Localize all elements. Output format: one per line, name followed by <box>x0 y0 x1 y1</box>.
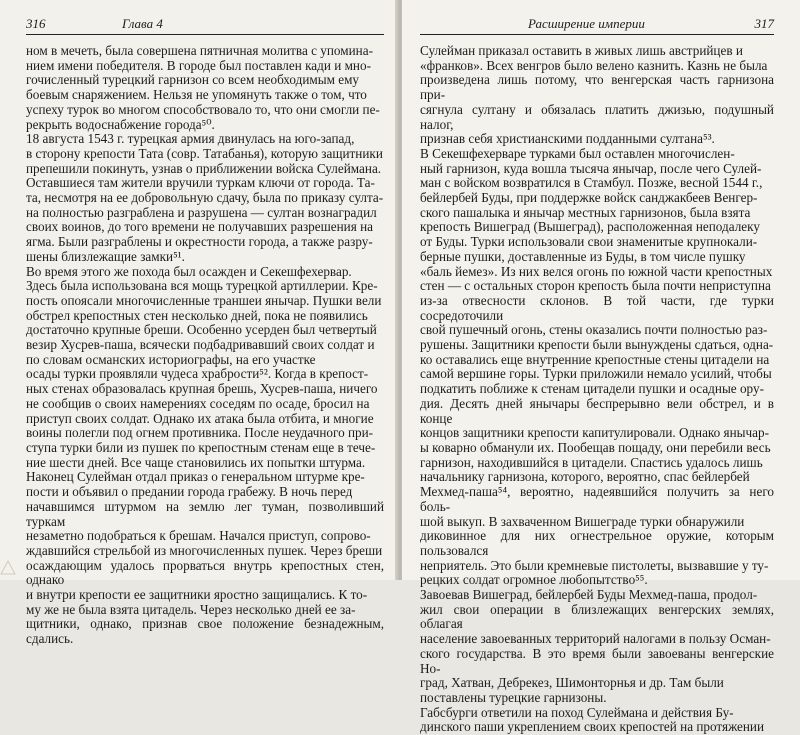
paragraph: В Секешфехерваре турками был оставлен многочислен- ный гарнизон, куда вошла тысяча янычар, после чего Сулей- ман с войском возвратился в Стамбул. Позже, весной 1544 г., бейлербей Буды, при поддержке войск санджакбеев Венгер- ского пашалыка и янычар местных гарнизонов, была взята крепость Вишеград (Вышеград), расположенная неподалеку от Буды. Турки использовали свои знаменитые крупнокали- берные пушки, доставленные из Буды, в том числе пушку «баль йемез». Из них велся огонь по южной части крепостных стен — с остальных сторон крепость была почти неприступна из-за отвесности склонов. В той части, где турки сосредоточили свой пушечный огонь, стены оказались почти полностью раз- рушены. Защитники крепости были вынуждены сдаться, одна- ко оставались еще внутренние крепостные стены цитадели на самой вершине горы. Турки приложили немало усилий, чтобы подкатить поближе к стенам цитадели пушки и осадные ору- дия. Десять дней янычары беспрерывно вели обстрел, и в конце концов защитники крепости капитулировали. Однако янычар- ы коварно обманули их. Пообещав пощаду, они перебили весь гарнизон, находившийся в цитадели. Спастись удалось лишь начальнику гарнизона, которого, вероятно, спас бейлербей Мехмед-паша⁵⁴, вероятно, надеявшийся получить за него боль- шой выкуп. В захваченном Вишеграде турки обнаружили диковинное для них огнестрельное оружие, которым пользовался неприятель. Это были кремневые пистолеты, вызвавшие у ту- рецких солдат огромное любопытство⁵⁵. <box>420 145 774 588</box>
paragraph: Габсбурги ответили на поход Сулеймана и действия Бу- динского паши укреплением своих крепостей на протяжении <box>420 704 765 735</box>
page-number-left: 316 <box>26 16 46 31</box>
right-page <box>402 0 800 735</box>
running-head-right: Расширение империи <box>528 16 645 31</box>
left-page-header <box>26 14 384 36</box>
running-head-left: Глава 4 <box>122 16 163 31</box>
paragraph: 18 августа 1543 г. турецкая армия двинулась на юго-запад, в сторону крепости Тата (совр. Татабанья), которую защитники препешили покинуть, узнав о приближении войска Сулеймана. Оставшиеся там жители вручили туркам ключи от города. Та- та, несмотря на ее добровольную сдачу, была по приказу султа- на полностью разграблена и разрушена — султан вознаградил своих воинов, до того времени не получавших разрешения на ягма. Были разграблены и окрестности города, а также разру- шены близлежащие замки⁵¹. <box>26 131 384 264</box>
page-corner-mark-icon <box>0 560 16 576</box>
header-rule-left <box>26 34 384 35</box>
paragraph: Сулейман приказал оставить в живых лишь австрийцев и «франков». Всех венгров было велено казнить. Казнь не была произведена лишь потому, что венгерская часть гарнизона при- сягнула султану и обязалась платить джизью, подушный налог, признав себя христианскими подданными султана⁵³. <box>420 43 774 147</box>
left-page <box>0 0 398 647</box>
right-page-text <box>420 44 774 735</box>
header-rule-right <box>420 34 774 35</box>
paragraph: Завоевав Вишеград, бейлербей Буды Мехмед-паша, продол- жил свои операции в близлежащих венгерских землях, облагая население завоеванных территорий налогами в пользу Осман- ского государства. В это время были завоеваны венгерские Но- град, Хатван, Дебрекез, Шимонторнья и др. Там были поставлены турецкие гарнизоны. <box>420 587 774 705</box>
right-page-header <box>420 14 774 36</box>
page-number-right: 317 <box>754 16 774 31</box>
paragraph: Во время этого же похода был осажден и Секешфехервар. Здесь была использована вся мощь турецкой артиллерии. Кре- пость опоясали многочисленные траншеи янычар. Пушки вели обстрел крепостных стен несколько дней, пока не появились достаточно крупные бреши. Особенно усерден был четвертый везир Хусрев-паша, всячески подбадривавший своих солдат и по словам османских историографы, на его участке осады турки проявляли чудеса храбрости⁵². Когда в крепост- ных стенах образовалась крупная брешь, Хусрев-паша, ничего не сообщив о своих намерениях соседям по осаде, бросил на приступ своих солдат. Однако их атака была отбита, и многие воины полегли под огнем противника. После неудачного при- ступа турки били из пушек по крепостным стенам еще в тече- ние шести дней. Все чаще становились их попытки штурма. Наконец Сулейман отдал приказ о генеральном штурме кре- пости и объявил о предании города грабежу. В ночь перед начавшимся штурмом на землю лег туман, позволивший туркам незаметно подобраться к брешам. Начался приступ, сопрово- ждавшийся стрельбой из многочисленных пушек. Через бреши осаждающим удалось прорваться внутрь крепостных стен, однако и внутри крепости ее защитники яростно защищались. К то- му же не была взята цитадель. Через несколько дней ее за- щитники, однако, признав свое положение безнадежным, сдались. <box>26 263 384 647</box>
paragraph: ном в мечеть, была совершена пятничная молитва с упомина- нием имени победителя. В городе был поставлен кади и мно- гочисленный турецкий гарнизон со всем необходимым ему боевым снаряжением. Нельзя не упомянуть также о том, что успеху турок во многом способствовало то, что они смогли пе- рекрыть водоснабжение города⁵⁰. <box>26 43 380 132</box>
left-page-text <box>26 44 384 647</box>
